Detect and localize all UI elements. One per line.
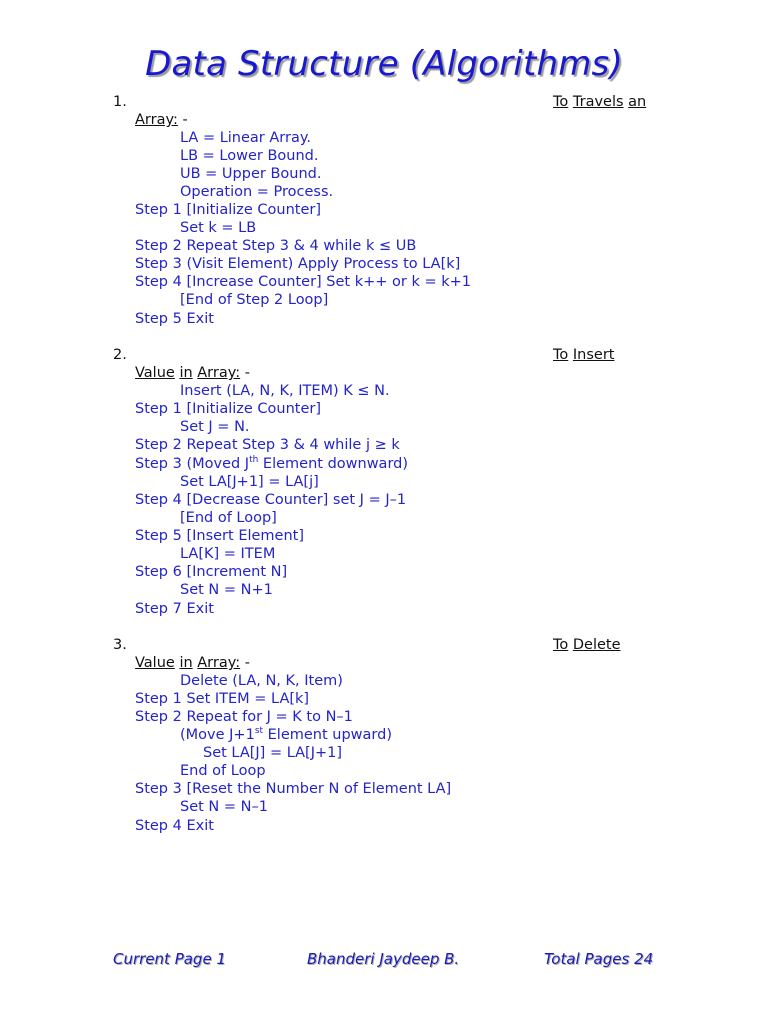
- section-heading-right: [553, 346, 614, 364]
- algorithm-line: Step 2 Repeat Step 3 & 4 while k ≤ UB: [135, 238, 417, 254]
- algorithm-line: Step 1 Set ITEM = LA[k]: [135, 691, 310, 707]
- algorithm-line: Step 3 [Reset the Number N of Element LA]: [135, 781, 452, 797]
- algorithm-line: LA[K] = ITEM: [180, 546, 276, 562]
- heading-word: in: [179, 655, 193, 671]
- heading-word: -: [240, 365, 250, 381]
- algorithm-line: Insert (LA, N, K, ITEM) K ≤ N.: [180, 383, 390, 399]
- algorithm-line: Step 4 Exit: [135, 818, 214, 834]
- section-heading-right: [553, 93, 646, 111]
- section-heading-left: [135, 111, 188, 129]
- page-title: Data Structure (Algorithms): [145, 44, 623, 84]
- algorithm-line: Set k = LB: [180, 220, 257, 236]
- heading-word: -: [240, 655, 250, 671]
- heading-word: an: [628, 94, 647, 110]
- superscript: st: [254, 726, 264, 737]
- algorithm-line: Step 3 (Visit Element) Apply Process to LA[k]: [135, 256, 461, 272]
- heading-word: -: [177, 112, 188, 128]
- line-text: Step 3 (Moved J: [135, 456, 250, 472]
- footer-total-pages: Total Pages 24: [544, 950, 654, 968]
- algorithm-line: Step 2 Repeat for J = K to N–1: [135, 709, 353, 725]
- algorithm-line: Set N = N–1: [180, 799, 268, 815]
- section-number: 1.: [113, 94, 127, 110]
- section-number: 3.: [113, 637, 127, 653]
- line-text: (Move J+1: [180, 727, 255, 743]
- heading-word: Delete: [572, 637, 621, 653]
- section-heading-left: [135, 364, 250, 382]
- algorithm-line: Set LA[J] = LA[J+1]: [203, 745, 343, 761]
- algorithm-line: End of Loop: [180, 763, 266, 779]
- algorithm-line: LB = Lower Bound.: [180, 148, 319, 164]
- section-heading-right: [553, 636, 621, 654]
- line-text: Element upward): [263, 727, 392, 743]
- algorithm-line: Step 1 [Initialize Counter]: [135, 401, 322, 417]
- algorithm-line: Step 4 [Increase Counter] Set k++ or k = k+1: [135, 274, 471, 290]
- algorithm-line: Step 2 Repeat Step 3 & 4 while j ≥ k: [135, 437, 400, 453]
- algorithm-line: Step 4 [Decrease Counter] set J = J–1: [135, 492, 407, 508]
- heading-word: Value: [135, 655, 175, 671]
- algorithm-line: UB = Upper Bound.: [180, 166, 322, 182]
- line-text: Element downward): [258, 456, 409, 472]
- algorithm-line: [End of Step 2 Loop]: [180, 292, 329, 308]
- footer-current-page: Current Page 1: [113, 950, 226, 968]
- heading-word: in: [179, 365, 193, 381]
- algorithm-line: Set LA[J+1] = LA[j]: [180, 474, 319, 490]
- algorithm-line: Step 7 Exit: [135, 601, 214, 617]
- heading-word: Value: [135, 365, 175, 381]
- heading-word: Array:: [197, 655, 241, 671]
- algorithm-line: Step 5 Exit: [135, 311, 214, 327]
- algorithm-line: LA = Linear Array.: [180, 130, 311, 146]
- heading-word: Array:: [197, 365, 241, 381]
- algorithm-line: [180, 726, 392, 744]
- algorithm-line: Set J = N.: [180, 419, 250, 435]
- algorithm-line: Operation = Process.: [180, 184, 334, 200]
- heading-word: To: [553, 94, 569, 110]
- algorithm-line: Step 6 [Increment N]: [135, 564, 288, 580]
- section-heading-left: [135, 654, 250, 672]
- algorithm-line: Step 5 [Insert Element]: [135, 528, 305, 544]
- algorithm-line: [135, 455, 408, 473]
- heading-word: Insert: [572, 347, 615, 363]
- heading-word: To: [553, 347, 569, 363]
- footer-author: Bhanderi Jaydeep B.: [307, 950, 460, 968]
- heading-word: To: [553, 637, 569, 653]
- algorithm-line: [End of Loop]: [180, 510, 277, 526]
- superscript: th: [249, 455, 259, 466]
- section-number: 2.: [113, 347, 127, 363]
- algorithm-line: Set N = N+1: [180, 582, 273, 598]
- heading-word: Array:: [135, 112, 178, 128]
- algorithm-line: Step 1 [Initialize Counter]: [135, 202, 322, 218]
- heading-word: Travels: [572, 94, 624, 110]
- algorithm-line: Delete (LA, N, K, Item): [180, 673, 343, 689]
